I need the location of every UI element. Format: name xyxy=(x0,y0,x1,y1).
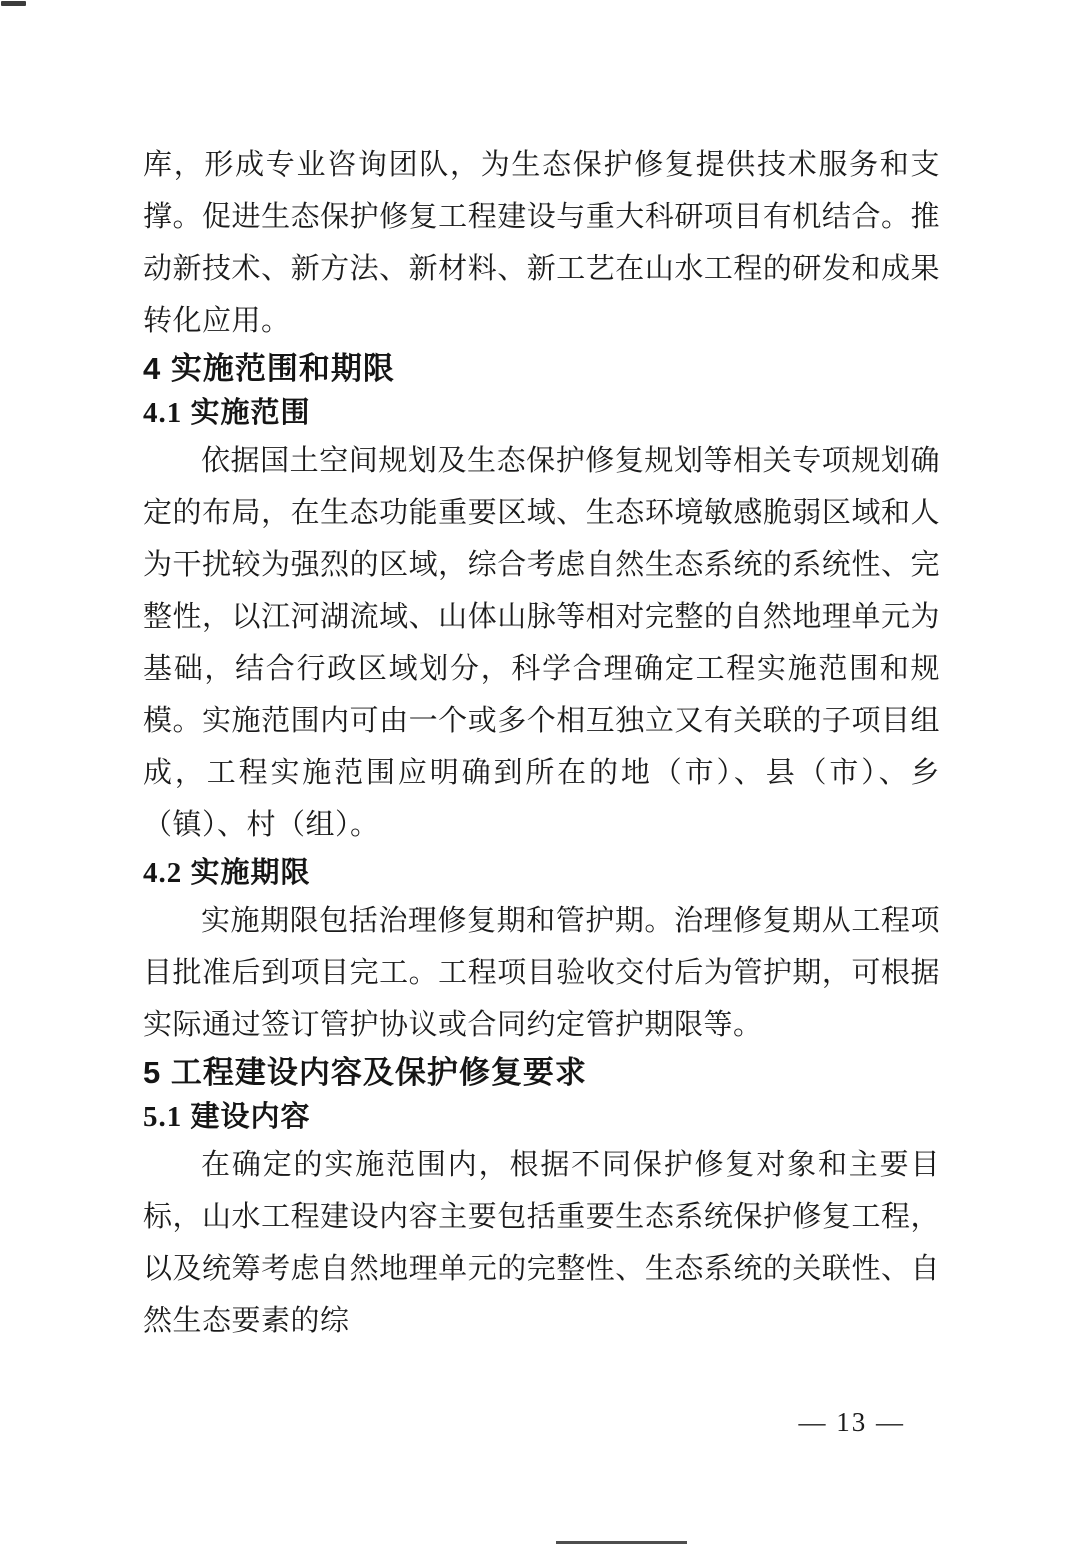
body-paragraph-4-2: 实施期限包括治理修复期和管护期。治理修复期从工程项目批准后到项目完工。工程项目验收交付后为管护期，可根据实际通过签订管护协议或合同约定管护期限等。 xyxy=(143,905,940,1041)
section-heading-5: 5 工程建设内容及保护修复要求 xyxy=(143,1055,587,1090)
scan-artifact-bottom-line xyxy=(556,1541,687,1544)
scan-artifact-top-left xyxy=(1,1,26,6)
subsection-heading-4-2: 4.2 实施期限 xyxy=(143,857,311,889)
subsection-heading-4-1: 4.1 实施范围 xyxy=(143,397,311,429)
body-paragraph-continuation: 库，形成专业咨询团队，为生态保护修复提供技术服务和支撑。促进生态保护修复工程建设与重大科研项目有机结合。推动新技术、新方法、新材料、新工艺在山水工程的研发和成果转化应用。 xyxy=(143,149,940,337)
body-paragraph-5-1: 在确定的实施范围内，根据不同保护修复对象和主要目标，山水工程建设内容主要包括重要生态系统保护修复工程，以及统筹考虑自然地理单元的完整性、生态系统的关联性、自然生态要素的综 xyxy=(143,1149,940,1337)
section-heading-4: 4 实施范围和期限 xyxy=(143,351,395,386)
subsection-heading-5-1: 5.1 建设内容 xyxy=(143,1101,311,1133)
page-number: — 13 — xyxy=(798,1407,905,1437)
page-content xyxy=(143,139,940,1439)
body-paragraph-4-1: 依据国土空间规划及生态保护修复规划等相关专项规划确定的布局，在生态功能重要区域、生态环境敏感脆弱区域和人为干扰较为强烈的区域，综合考虑自然生态系统的系统性、完整性，以江河湖流域、山体山脉等相对完整的自然地理单元为基础，结合行政区域划分，科学合理确定工程实施范围和规模。实施范围内可由一个或多个相互独立又有关联的子项目组成，工程实施范围应明确到所在的地（市）、县（市）、乡（镇）、村（组）。 xyxy=(143,445,940,841)
